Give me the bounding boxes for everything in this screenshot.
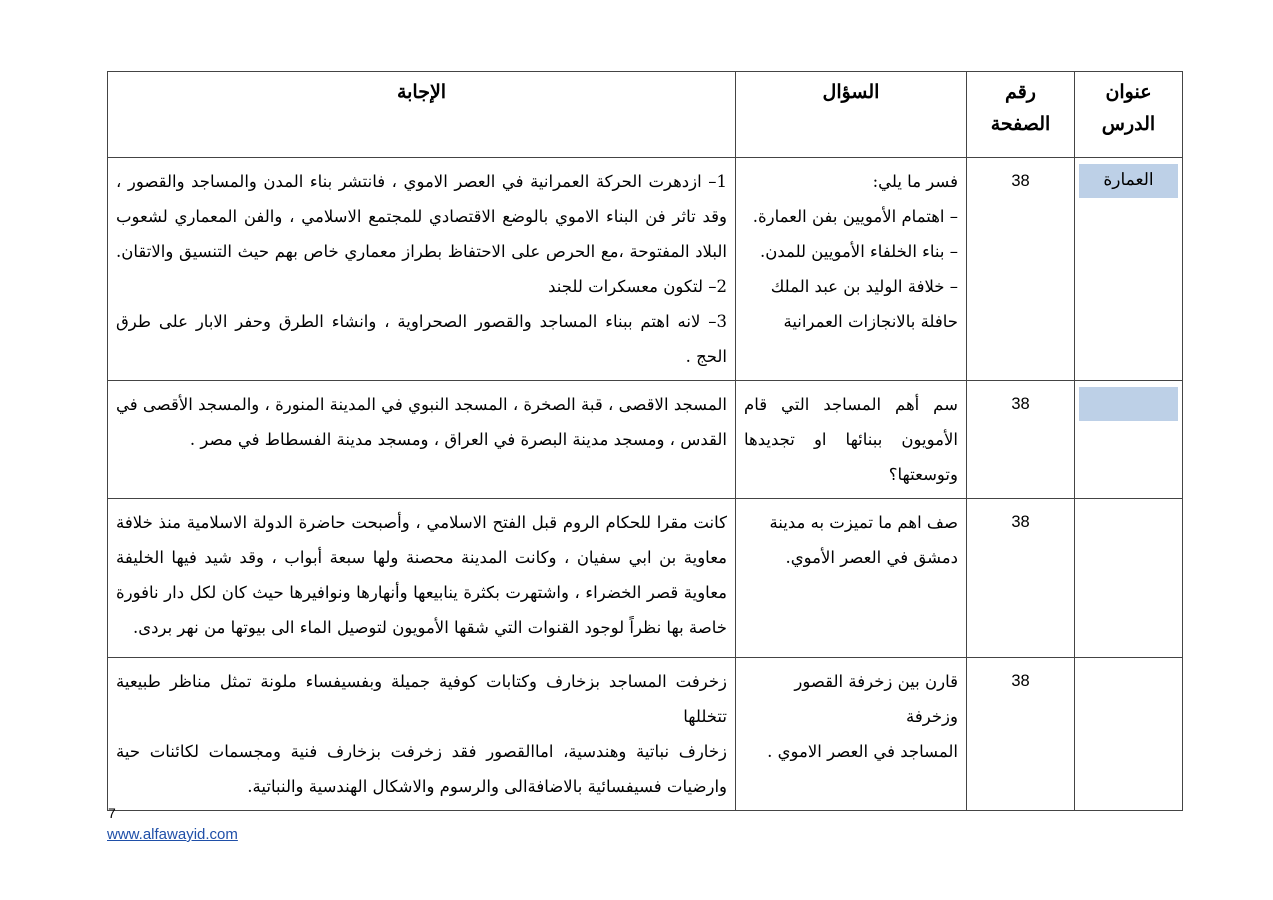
- question-cell: [736, 381, 967, 499]
- question-line: – بناء الخلفاء الأمويين للمدن.: [760, 242, 958, 261]
- answer-line: معاوية بن ابي سفيان ، وكانت المدينة محصنة ولها سبعة أبواب ، وقد شيد فيها الخليفة: [116, 548, 727, 567]
- question-line: المساجد في العصر الاموي .: [767, 742, 958, 761]
- answer-cell: [108, 499, 736, 658]
- answer-line: البلاد المفتوحة ،مع الحرص على الاحتفاظ بطراز معماري خاص بهم حيث التنسيق والاتقان.: [116, 242, 727, 261]
- question-line: قارن بين زخرفة القصور وزخرفة: [794, 672, 958, 726]
- header-question: السؤال: [736, 72, 967, 158]
- table-row: [108, 658, 1183, 811]
- question-cell: [736, 499, 967, 658]
- answer-line: وارضيات فسيفسائية بالاضافةالى والرسوم والاشكال الهندسية والنباتية.: [247, 777, 727, 796]
- question-cell: [736, 158, 967, 381]
- answer-cell: [108, 658, 736, 811]
- page-number-cell: 38: [967, 499, 1075, 658]
- page-number-cell: 38: [967, 658, 1075, 811]
- lesson-cell: [1075, 499, 1183, 658]
- answer-line: زخرفت المساجد بزخارف وكتابات كوفية جميلة وبفسيفساء ملونة تمثل مناظر طبيعية تتخللها: [116, 672, 727, 726]
- answer-line: زخارف نباتية وهندسية، اماالقصور فقد زخرفت بزخارف فنية ومجسمات لكائنات حية: [116, 742, 727, 761]
- answer-line: وقد تاثر فن البناء الاموي بالوضع الاقتصادي للمجتمع الاسلامي ، والفن المعماري لشعوب: [116, 207, 727, 226]
- table-row: [108, 158, 1183, 381]
- question-line: حافلة بالانجازات العمرانية: [783, 312, 958, 331]
- question-line: وتوسعتها؟: [888, 465, 958, 484]
- lesson-cell: [1075, 658, 1183, 811]
- answer-line: كانت مقرا للحكام الروم قبل الفتح الاسلامي ، وأصبحت حاضرة الدولة الاسلامية منذ خلافة: [116, 513, 727, 532]
- answer-line: 2– لتكون معسكرات للجند: [548, 277, 727, 296]
- header-answer: الإجابة: [108, 72, 736, 158]
- lesson-label: [1079, 387, 1178, 421]
- answer-line: المسجد الاقصى ، قبة الصخرة ، المسجد النبوي في المدينة المنورة ، والمسجد الأقصى في: [116, 395, 727, 414]
- answer-line: 3– لانه اهتم ببناء المساجد والقصور الصحراوية ، وانشاء الطرق وحفر الابار على طرق: [116, 312, 727, 331]
- answer-line: خاصة بها نظراً لوجود القنوات التي شقها الأمويون لتوصيل الماء الى بيوتها من نهر بردى.: [132, 618, 727, 637]
- lesson-cell: [1075, 158, 1183, 381]
- question-cell: [736, 658, 967, 811]
- answer-line: الحج .: [685, 347, 727, 366]
- question-line: – اهتمام الأمويين بفن العمارة.: [752, 207, 958, 226]
- lesson-label: العمارة: [1079, 164, 1178, 198]
- website-link[interactable]: www.alfawayid.com: [107, 826, 238, 843]
- header-lesson-title: عنوان الدرس: [1075, 72, 1183, 158]
- header-row: [108, 72, 1183, 158]
- lesson-cell: [1075, 381, 1183, 499]
- page-number-cell: 38: [967, 381, 1075, 499]
- question-line: – خلافة الوليد بن عبد الملك: [770, 277, 958, 296]
- question-line: الأمويون ببنائها او تجديدها: [744, 430, 958, 449]
- lesson-qa-table: [107, 71, 1183, 811]
- page-number-cell: 38: [967, 158, 1075, 381]
- answer-cell: [108, 381, 736, 499]
- table-row: [108, 381, 1183, 499]
- page-number: 7: [108, 805, 116, 821]
- answer-line: 1– ازدهرت الحركة العمرانية في العصر الاموي ، فانتشر بناء المدن والمساجد والقصور ،: [116, 172, 727, 191]
- header-page-number: رقم الصفحة: [967, 72, 1075, 158]
- answer-line: القدس ، ومسجد مدينة البصرة في العراق ، ومسجد مدينة الفسطاط في مصر .: [189, 430, 727, 449]
- table-row: [108, 499, 1183, 658]
- answer-line: معاوية قصر الخضراء ، واشتهرت بكثرة ينابيعها وأنهارها ونوافيرها حيث كان لكل دار نافورة: [116, 583, 727, 602]
- question-line: دمشق في العصر الأموي.: [785, 548, 958, 567]
- answer-cell: [108, 158, 736, 381]
- question-line: سم أهم المساجد التي قام: [744, 395, 958, 414]
- question-line: صف اهم ما تميزت به مدينة: [769, 513, 958, 532]
- question-line: فسر ما يلي:: [872, 172, 958, 191]
